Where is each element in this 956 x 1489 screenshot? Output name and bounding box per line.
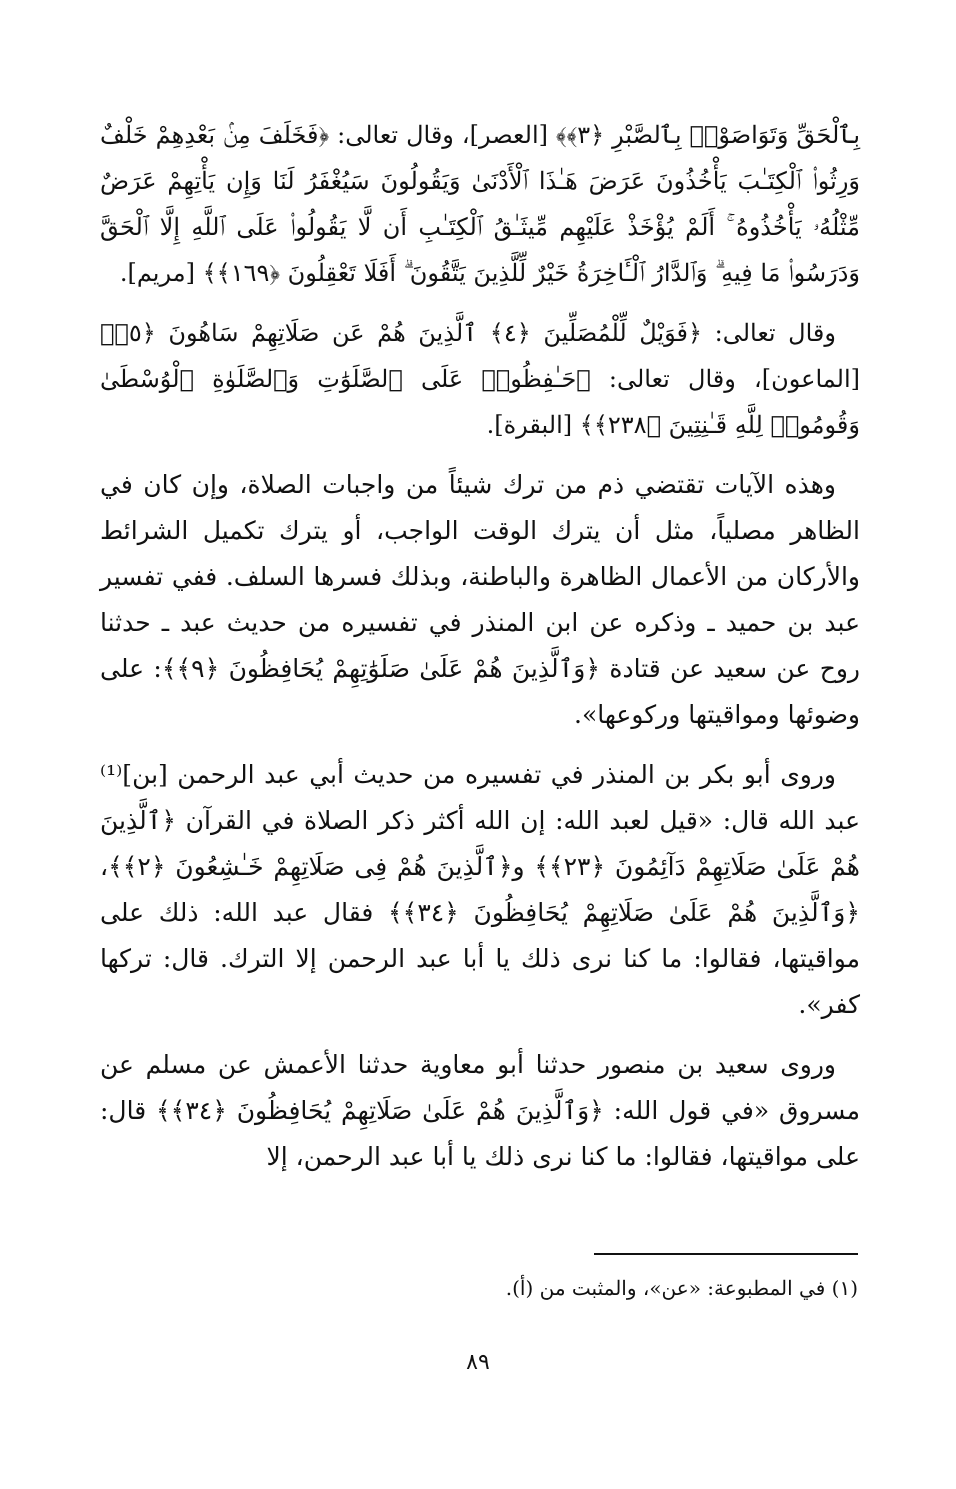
paragraph-quran-verses: وقال تعالى: ﴿فَوَيْلٌ لِّلْمُصَلِّينَ ﴿٤﴾ ٱلَّذِينَ هُمْ عَن صَلَاتِهِمْ سَاهُونَ ﴿٥﴾﴾ [الماعون]، وقال تعالى: ﴿حَـٰفِظُوا۟ عَلَى ٱلصَّلَوَٰتِ وَٱلصَّلَوٰةِ ٱلْوُسْطَىٰ وَقُومُوا۟ لِلَّهِ قَـٰنِتِينَ ﴿٢٣٨﴾﴾ [البقرة].: [100, 319, 860, 439]
paragraph-narration-abu-bakr: وروى أبو بكر بن المنذر في تفسيره من حديث أبي عبد الرحمن [بن]⁽¹⁾ عبد الله قال: «قيل لعبد الله: إن الله أكثر ذكر الصلاة في القرآن ﴿ٱلَّذِينَ هُمْ عَلَىٰ صَلَاتِهِمْ دَآئِمُونَ ﴿٢٣﴾﴾ و﴿ٱلَّذِينَ هُمْ فِى صَلَاتِهِمْ خَـٰشِعُونَ ﴿٢﴾﴾، ﴿وَٱلَّذِينَ هُمْ عَلَىٰ صَلَاتِهِمْ يُحَافِظُونَ ﴿٣٤﴾﴾ فقال عبد الله: ذلك على مواقيتها، فقالوا: ما كنا نرى ذلك يا أبا عبد الرحمن إلا الترك. قال: تركها كفر».: [100, 760, 861, 1019]
footnote-divider: [594, 1253, 858, 1255]
footnote: (١) في المطبوعة: «عن»، والمثبت من (أ).: [505, 1276, 858, 1300]
page-body: [100, 112, 860, 1194]
page-number: ٨٩: [466, 1350, 490, 1375]
paragraph-quran-continuation: بِٱلْحَقِّ وَتَوَاصَوْا۟ بِٱلصَّبْرِ ﴿٣﴾﴾ [العصر]، وقال تعالى: ﴿فَخَلَفَ مِنۢ بَعْدِهِمْ خَلْفٌ وَرِثُوا۟ ٱلْكِتَـٰبَ يَأْخُذُونَ عَرَضَ هَـٰذَا ٱلْأَدْنَىٰ وَيَقُولُونَ سَيُغْفَرُ لَنَا وَإِن يَأْتِهِمْ عَرَضٌ مِّثْلُهُۥ يَأْخُذُوهُ ۚ أَلَمْ يُؤْخَذْ عَلَيْهِم مِّيثَـٰقُ ٱلْكِتَـٰبِ أَن لَّا يَقُولُوا۟ عَلَى ٱللَّهِ إِلَّا ٱلْحَقَّ وَدَرَسُوا۟ مَا فِيهِ ۗ وَٱلدَّارُ ٱلْـَٔاخِرَةُ خَيْرٌ لِّلَّذِينَ يَتَّقُونَ ۗ أَفَلَا تَعْقِلُونَ ﴿١٦٩﴾﴾ [مريم].: [100, 121, 860, 287]
paragraph-commentary: وهذه الآيات تقتضي ذم من ترك شيئاً من واجبات الصلاة، وإن كان في الظاهر مصلياً، مثل أن يترك الوقت الواجب، أو يترك تكميل الشرائط والأركان من الأعمال الظاهرة والباطنة، وبذلك فسرها السلف. ففي تفسير عبد بن حميد ـ وذكره عن ابن المنذر في تفسيره من حديث عبد ـ حدثنا روح عن سعيد عن قتادة ﴿وَٱلَّذِينَ هُمْ عَلَىٰ صَلَوَٰتِهِمْ يُحَافِظُونَ ﴿٩﴾﴾: على وضوئها ومواقيتها وركوعها».: [100, 470, 861, 729]
paragraph-narration-said: وروى سعيد بن منصور حدثنا أبو معاوية حدثنا الأعمش عن مسلم عن مسروق «في قول الله: ﴿وَٱلَّذِينَ هُمْ عَلَىٰ صَلَاتِهِمْ يُحَافِظُونَ ﴿٣٤﴾﴾ قال: على مواقيتها، فقالوا: ما كنا نرى ذلك يا أبا عبد الرحمن، إلا: [100, 1050, 860, 1171]
